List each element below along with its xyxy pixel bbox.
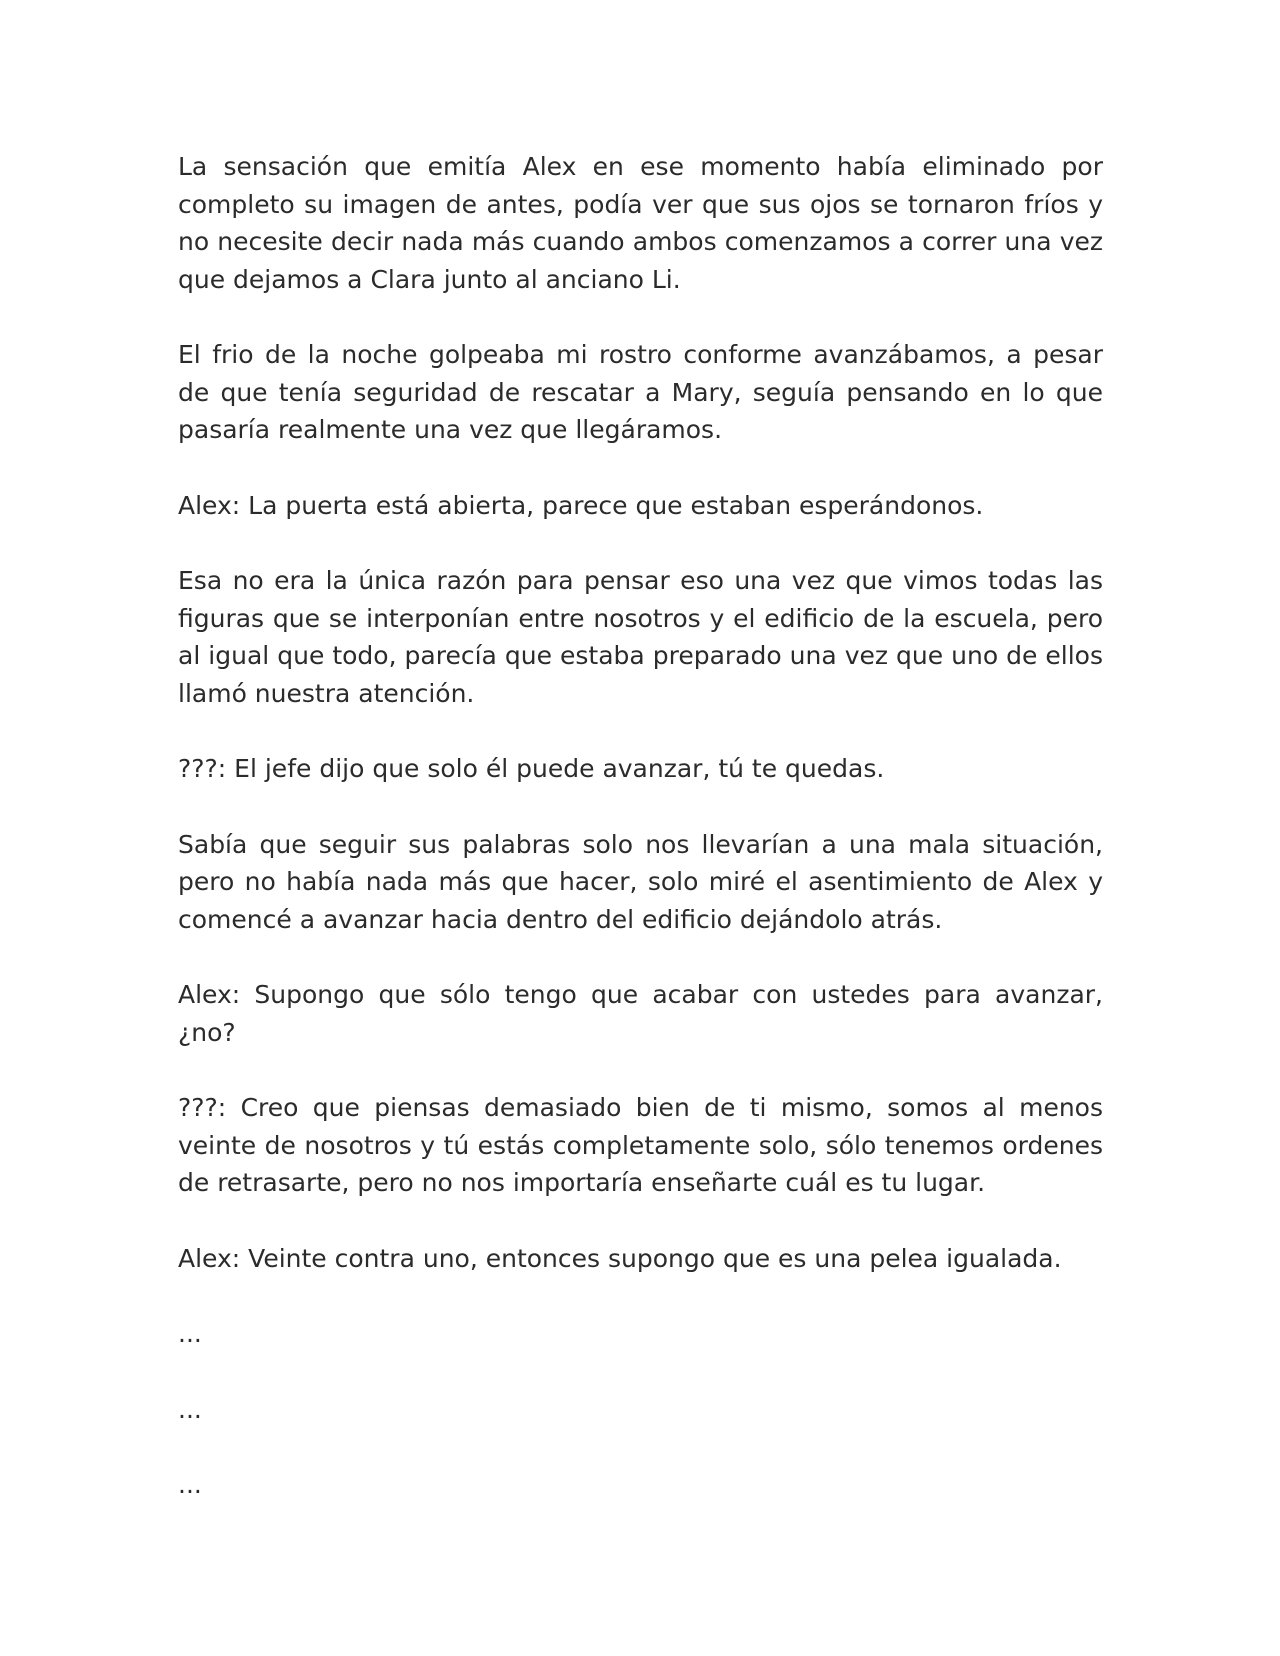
paragraph: Alex: Veinte contra uno, entonces supongo que es una pelea igualada.	[178, 1243, 1062, 1273]
ellipsis-paragraph: ...	[178, 1319, 202, 1348]
paragraph: Alex: Supongo que sólo tengo que acabar con ustedes para avanzar, ¿no?	[178, 980, 1103, 1047]
paragraph: Sabía que seguir sus palabras solo nos llevarían a una mala situación, pero no había nada más que hacer, solo miré el asentimiento de Alex y comencé a avanzar hacia dentro del edificio dejándolo atrás.	[178, 829, 1103, 934]
paragraph: El frio de la noche golpeaba mi rostro conforme avanzábamos, a pesar de que tenía seguridad de rescatar a Mary, seguía pensando en lo que pasaría realmente una vez que llegáramos.	[178, 340, 1103, 444]
ellipsis-paragraph: ...	[178, 1470, 202, 1499]
paragraph: ???: El jefe dijo que solo él puede avanzar, tú te quedas.	[178, 754, 885, 783]
paragraph: Alex: La puerta está abierta, parece que estaban esperándonos.	[178, 490, 984, 520]
paragraph: Esa no era la única razón para pensar eso una vez que vimos todas las figuras que se interponían entre nosotros y el edificio de la escuela, pero al igual que todo, parecía que estaba preparado una vez que uno de ellos llamó nuestra atención.	[178, 566, 1103, 708]
paragraph: La sensación que emitía Alex en ese momento había eliminado por completo su imagen de antes, podía ver que sus ojos se tornaron fríos y no necesite decir nada más cuando ambos comenzamos a correr una vez que dejamos a Clara junto al anciano Li.	[178, 152, 1103, 294]
ellipsis-paragraph: ...	[178, 1394, 202, 1424]
paragraph: ???: Creo que piensas demasiado bien de ti mismo, somos al menos veinte de nosotros y tú estás completamente solo, sólo tenemos ordenes de retrasarte, pero no nos importaría enseñarte cuál es tu lugar.	[178, 1093, 1103, 1197]
document-body	[178, 148, 1103, 1542]
